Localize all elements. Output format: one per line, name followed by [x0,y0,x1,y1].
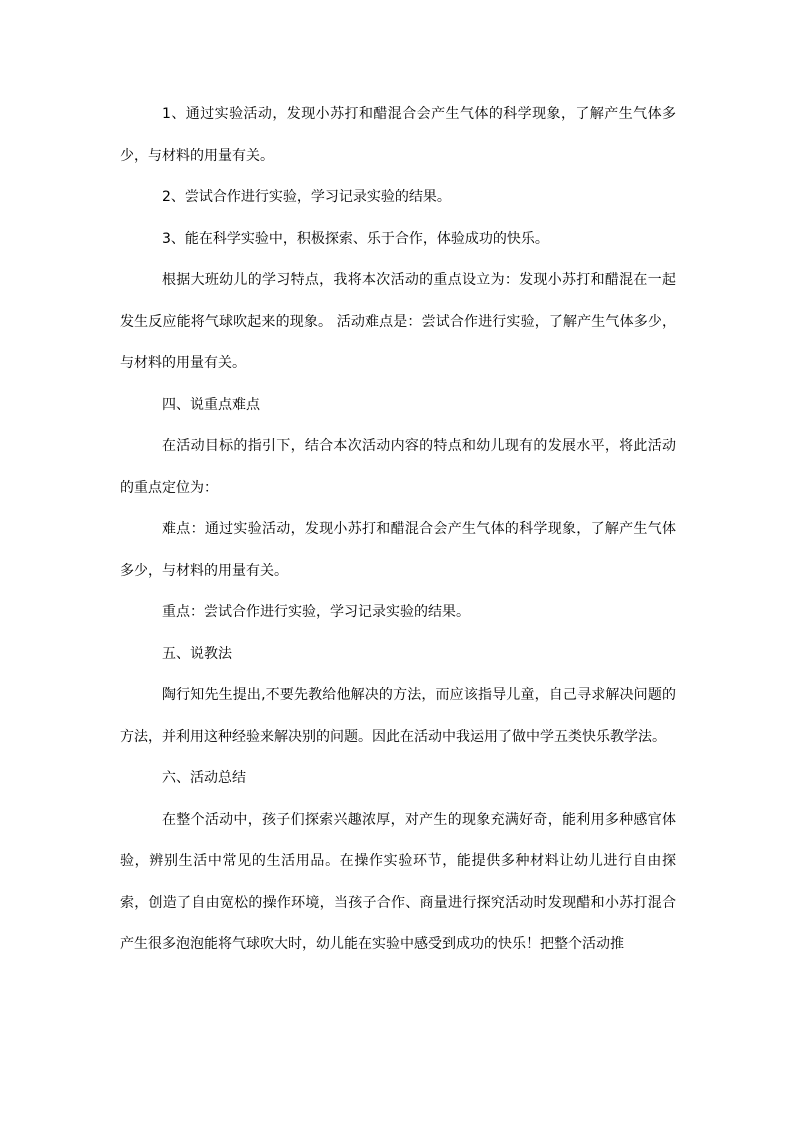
teaching-method-paragraph: 陶行知先生提出,不要先教给他解决的方法，而应该指导儿童，自己寻求解决问题的方法，并利用这种经验来解决别的问题。因此在活动中我运用了做中学五类快乐教学法。 [120,687,676,745]
document-body [120,94,676,966]
section-4-intro-paragraph: 在活动目标的指引下，结合本次活动内容的特点和幼儿现有的发展水平，将此活动的重点定位为： [120,438,676,496]
goal-3-paragraph: 3、能在科学实验中，积极探索、乐于合作，体验成功的快乐。 [162,230,549,247]
summary-paragraph: 在整个活动中，孩子们探索兴趣浓厚，对产生的现象充满好奇，能利用多种感官体验，辨别生活中常见的生活用品。在操作实验环节，能提供多种材料让幼儿进行自由探索，创造了自由宽松的操作环境，当孩子合作、商量进行探究活动时发现醋和小苏打混合产生很多泡泡能将气球吹大时，幼儿能在实验中感受到成功的快乐！把整个活动推 [120,811,676,952]
focus-setting-paragraph: 根据大班幼儿的学习特点，我将本次活动的重点设立为：发现小苏打和醋混在一起发生反应能将气球吹起来的现象。 活动难点是：尝试合作进行实验，了解产生气体多少，与材料的用量有关。 [120,272,676,371]
section-4-heading: 四、说重点难点 [162,396,260,413]
difficulty-paragraph: 难点：通过实验活动，发现小苏打和醋混合会产生气体的科学现象，了解产生气体多少，与材料的用量有关。 [120,521,676,579]
goal-2-paragraph: 2、尝试合作进行实验，学习记录实验的结果。 [162,189,451,205]
section-5-heading: 五、说教法 [162,645,232,662]
goal-1-paragraph: 1、通过实验活动，发现小苏打和醋混合会产生气体的科学现象，了解产生气体多少，与材料的用量有关。 [120,106,676,164]
key-point-paragraph: 重点：尝试合作进行实验，学习记录实验的结果。 [162,604,470,620]
section-6-heading: 六、活动总结 [162,770,246,786]
